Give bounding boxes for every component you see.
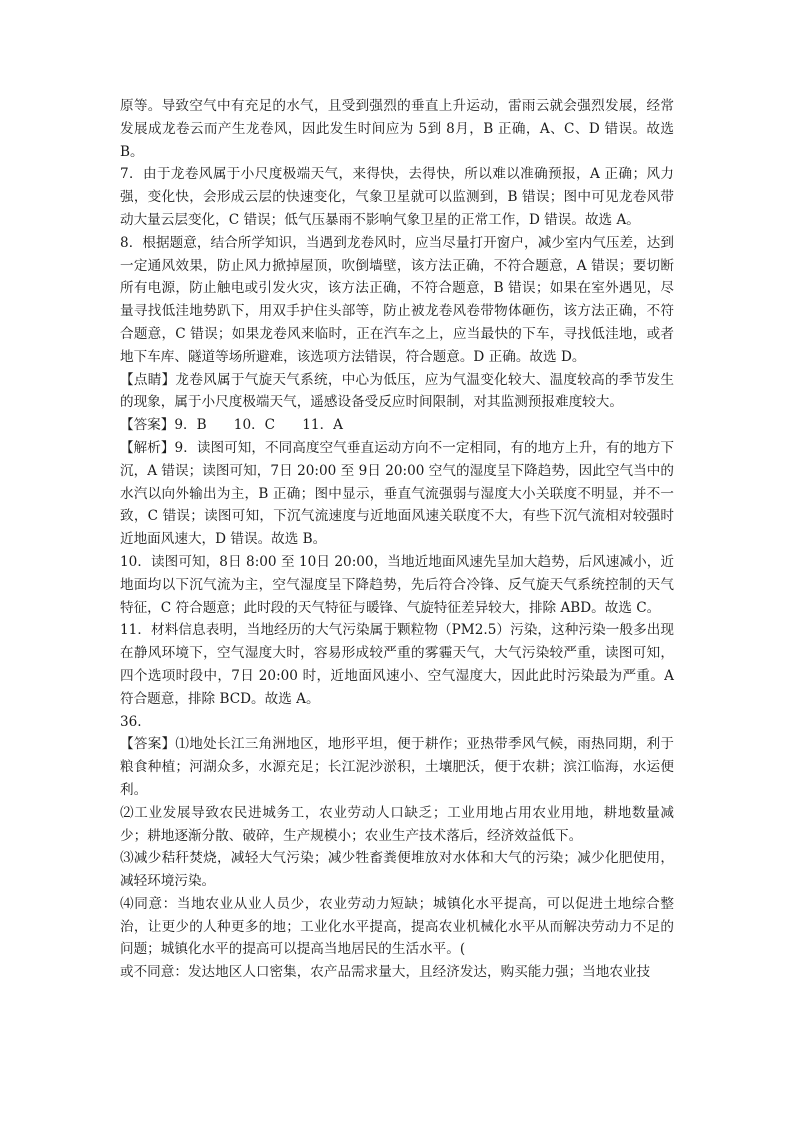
paragraph-q9: 【解析】9．读图可知，不同高度空气垂直运动方向不一定相同，有的地方上升，有的地方下沉，A 错误；读图可知，7日 20:00 至 9日 20:00 空气的湿度呈下降趋势，因此空气当中的水汽以向外输出为主，B 正确；图中显示，垂直气流强弱与湿度大小关联度不明显，并不一致，C 错误；读图可知，下沉气流速度与近地面风速关联度不大，有些下沉气流相对较强时近地面风速大，D 错误。故选 B。 (120, 439, 674, 548)
paragraph-answer-36-4-alt: 或不同意：发达地区人口密集，农产品需求量大，且经济发达，购买能力强；当地农业技 (120, 964, 651, 981)
paragraph-tip: 【点睛】龙卷风属于气旋天气系统，中心为低压，应为气温变化较大、温度较高的季节发生的现象，属于小尺度极端天气，遥感设备受反应时间限制，对其监测预报难度较大。 (120, 371, 674, 411)
paragraph-answer-9-11: 【答案】9．B 10．C 11．A (120, 417, 343, 434)
paragraph-q11: 11．材料信息表明，当地经历的大气污染属于颗粒物（PM2.5）污染，这种污染一般多出现在静风环境下，空气湿度大时，容易形成较严重的雾霾天气，大气污染较严重，读图可知，四个选项时段中，7日 20:00 时，近地面风速小、空气湿度大，因此此时污染最为严重。A 符合题意，排除 BCD。故选 A。 (120, 622, 674, 707)
question-number-36: 36. (120, 713, 142, 730)
paragraph-q10: 10．读图可知，8日 8:00 至 10日 20:00，当地近地面风速先呈加大趋势，后风速减小，近地面均以下沉气流为主，空气湿度呈下降趋势，先后符合冷锋、反气旋天气系统控制的天气特征，C 符合题意；此时段的天气特征与暖锋、气旋特征差异较大，排除 ABD。故选 C。 (120, 553, 674, 616)
paragraph-intro: 原等。导致空气中有充足的水气，且受到强烈的垂直上升运动，雷雨云就会强烈发展，经常发展成龙卷云而产生龙卷风，因此发生时间应为 5到 8月，B 正确，A、C、D 错误。故选 B。 (120, 98, 674, 160)
paragraph-q8: 8．根据题意，结合所学知识，当遇到龙卷风时，应当尽量打开窗户，减少室内气压差，达到一定通风效果，防止风力掀掉屋顶，吹倒墙壁，该方法正确，不符合题意，A 错误；要切断所有电源，防止触电或引发火灾，该方法正确，不符合题意，B 错误；如果在室外遇见，尽量寻找低洼地势趴下，用双手护住头部等，防止被龙卷风卷带物体砸伤，该方法正确，不符合题意，C 错误；如果龙卷风来临时，正在汽车之上，应当最快的下车，寻找低洼地，或者地下车库、隧道等场所避难，该选项方法错误，符合题意。D 正确。故选 D。 (120, 234, 674, 365)
paragraph-q7: 7．由于龙卷风属于小尺度极端天气，来得快，去得快，所以难以准确预报，A 正确；风力强，变化快，会形成云层的快速变化，气象卫星就可以监测到，B 错误；图中可见龙卷风带动大量云层变化，C 错误；低气压暴雨不影响气象卫星的正常工作，D 错误。故选 A。 (120, 166, 674, 228)
paragraph-answer-36-2: ⑵工业发展导致农民进城务工，农业劳动人口缺乏；工业用地占用农业用地，耕地数量减少；耕地逐渐分散、破碎，生产规模小；农业生产技术落后，经济效益低下。 (120, 804, 674, 844)
paragraph-answer-36-4: ⑷同意：当地农业从业人员少，农业劳动力短缺；城镇化水平提高，可以促进土地综合整治，让更少的人种更多的地；工业化水平提高，提高农业机械化水平从而解决劳动力不足的问题；城镇化水平的提高可以提高当地居民的生活水平。( (120, 895, 674, 958)
paragraph-answer-36-1: 【答案】⑴地处长江三角洲地区，地形平坦，便于耕作；亚热带季风气候，雨热同期，利于粮食种植；河湖众多，水源充足；长江泥沙淤积，土壤肥沃，便于农耕；滨江临海，水运便利。 (120, 736, 674, 798)
paragraph-answer-36-3: ⑶减少秸秆焚烧，减轻大气污染；减少牲畜粪便堆放对水体和大气的污染；减少化肥使用，减轻环境污染。 (120, 850, 674, 890)
document-page (120, 95, 674, 984)
